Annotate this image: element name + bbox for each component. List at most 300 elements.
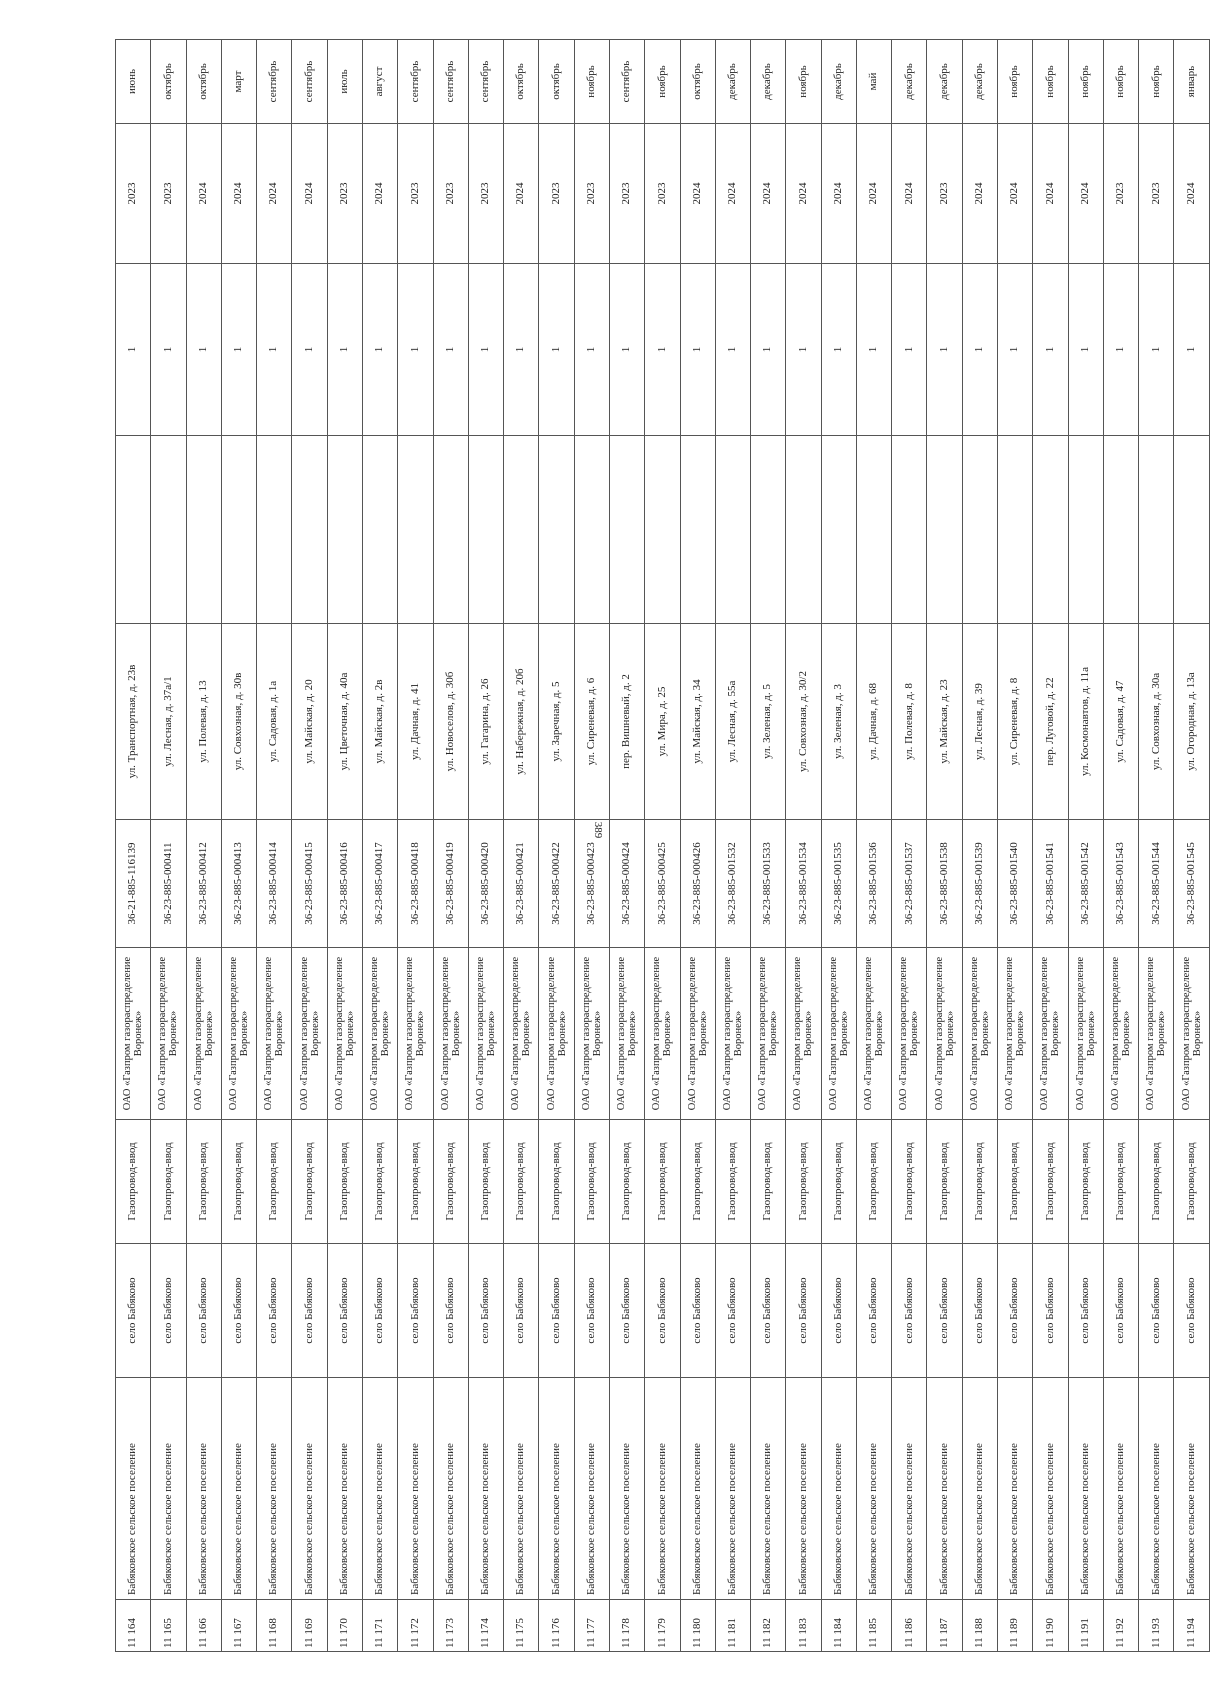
month-cell: май bbox=[856, 40, 891, 124]
year-cell: 2023 bbox=[927, 124, 962, 264]
month-cell: ноябрь bbox=[1103, 40, 1138, 124]
locality-cell: село Бабяково bbox=[1068, 1244, 1103, 1378]
table-row bbox=[1103, 40, 1138, 1652]
row-number-cell: 11 182 bbox=[751, 1600, 786, 1652]
object-type-cell: Газопровод-ввод bbox=[645, 1120, 680, 1244]
locality-cell: село Бабяково bbox=[468, 1244, 503, 1378]
month-cell: январь bbox=[1174, 40, 1210, 124]
object-type-cell: Газопровод-ввод bbox=[1033, 1120, 1068, 1244]
address-cell: ул. Дачная, д. 68 bbox=[856, 624, 891, 820]
empty-cell bbox=[680, 436, 715, 624]
locality-cell: село Бабяково bbox=[962, 1244, 997, 1378]
address-cell: ул. Полевая, д. 13 bbox=[186, 624, 221, 820]
quantity-cell: 1 bbox=[468, 264, 503, 436]
row-number-cell: 11 177 bbox=[574, 1600, 609, 1652]
settlement-cell: Бабяковское сельское поселение bbox=[998, 1378, 1033, 1600]
settlement-cell: Бабяковское сельское поселение bbox=[151, 1378, 186, 1600]
month-cell: ноябрь bbox=[1033, 40, 1068, 124]
company-cell: ОАО «Газпром газораспределение Воронеж» bbox=[574, 948, 609, 1120]
company-cell: ОАО «Газпром газораспределение Воронеж» bbox=[680, 948, 715, 1120]
quantity-cell: 1 bbox=[398, 264, 433, 436]
table-row bbox=[892, 40, 927, 1652]
quantity-cell: 1 bbox=[362, 264, 397, 436]
registry-code-cell: 36-23-885-001542 bbox=[1068, 820, 1103, 948]
object-type-cell: Газопровод-ввод bbox=[433, 1120, 468, 1244]
locality-cell: село Бабяково bbox=[257, 1244, 292, 1378]
row-number-cell: 11 164 bbox=[116, 1600, 151, 1652]
year-cell: 2023 bbox=[574, 124, 609, 264]
month-cell: сентябрь bbox=[609, 40, 644, 124]
company-cell: ОАО «Газпром газораспределение Воронеж» bbox=[433, 948, 468, 1120]
empty-cell bbox=[1033, 436, 1068, 624]
year-cell: 2024 bbox=[362, 124, 397, 264]
address-cell: ул. Космонавтов, д. 11а bbox=[1068, 624, 1103, 820]
object-type-cell: Газопровод-ввод bbox=[257, 1120, 292, 1244]
quantity-cell: 1 bbox=[715, 264, 750, 436]
year-cell: 2023 bbox=[468, 124, 503, 264]
address-cell: ул. Новоселов, д. 30б bbox=[433, 624, 468, 820]
address-cell: ул. Сиреневая, д. 8 bbox=[998, 624, 1033, 820]
address-cell: ул. Лесная, д. 37а/1 bbox=[151, 624, 186, 820]
month-cell: октябрь bbox=[151, 40, 186, 124]
settlement-cell: Бабяковское сельское поселение bbox=[327, 1378, 362, 1600]
empty-cell bbox=[821, 436, 856, 624]
quantity-cell: 1 bbox=[645, 264, 680, 436]
registry-code-cell: 36-23-885-001541 bbox=[1033, 820, 1068, 948]
company-cell: ОАО «Газпром газораспределение Воронеж» bbox=[151, 948, 186, 1120]
registry-code-cell: 36-23-885-000413 bbox=[221, 820, 256, 948]
quantity-cell: 1 bbox=[257, 264, 292, 436]
settlement-cell: Бабяковское сельское поселение bbox=[715, 1378, 750, 1600]
registry-code-cell: 36-23-885-001535 bbox=[821, 820, 856, 948]
empty-cell bbox=[1174, 436, 1210, 624]
quantity-cell: 1 bbox=[751, 264, 786, 436]
row-number-cell: 11 183 bbox=[786, 1600, 821, 1652]
table-row bbox=[151, 40, 186, 1652]
locality-cell: село Бабяково bbox=[433, 1244, 468, 1378]
locality-cell: село Бабяково bbox=[715, 1244, 750, 1378]
locality-cell: село Бабяково bbox=[327, 1244, 362, 1378]
year-cell: 2024 bbox=[292, 124, 327, 264]
year-cell: 2023 bbox=[398, 124, 433, 264]
year-cell: 2024 bbox=[1174, 124, 1210, 264]
row-number-cell: 11 180 bbox=[680, 1600, 715, 1652]
address-cell: ул. Совхозная, д. 30а bbox=[1139, 624, 1174, 820]
table-row bbox=[433, 40, 468, 1652]
address-cell: ул. Садовая, д. 1а bbox=[257, 624, 292, 820]
settlement-cell: Бабяковское сельское поселение bbox=[856, 1378, 891, 1600]
table-row bbox=[927, 40, 962, 1652]
row-number-cell: 11 176 bbox=[539, 1600, 574, 1652]
locality-cell: село Бабяково bbox=[116, 1244, 151, 1378]
row-number-cell: 11 178 bbox=[609, 1600, 644, 1652]
empty-cell bbox=[856, 436, 891, 624]
table-row bbox=[1033, 40, 1068, 1652]
year-cell: 2023 bbox=[1139, 124, 1174, 264]
month-cell: декабрь bbox=[751, 40, 786, 124]
quantity-cell: 1 bbox=[574, 264, 609, 436]
company-cell: ОАО «Газпром газораспределение Воронеж» bbox=[927, 948, 962, 1120]
month-cell: ноябрь bbox=[1068, 40, 1103, 124]
settlement-cell: Бабяковское сельское поселение bbox=[292, 1378, 327, 1600]
address-cell: ул. Совхозная, д. 30/2 bbox=[786, 624, 821, 820]
company-cell: ОАО «Газпром газораспределение Воронеж» bbox=[398, 948, 433, 1120]
company-cell: ОАО «Газпром газораспределение Воронеж» bbox=[962, 948, 997, 1120]
object-type-cell: Газопровод-ввод bbox=[751, 1120, 786, 1244]
object-type-cell: Газопровод-ввод bbox=[151, 1120, 186, 1244]
month-cell: ноябрь bbox=[645, 40, 680, 124]
empty-cell bbox=[504, 436, 539, 624]
address-cell: ул. Гагарина, д. 26 bbox=[468, 624, 503, 820]
registry-code-cell: 36-23-885-000423 bbox=[574, 820, 609, 948]
quantity-cell: 1 bbox=[962, 264, 997, 436]
year-cell: 2024 bbox=[680, 124, 715, 264]
year-cell: 2024 bbox=[1068, 124, 1103, 264]
year-cell: 2023 bbox=[433, 124, 468, 264]
empty-cell bbox=[1139, 436, 1174, 624]
object-type-cell: Газопровод-ввод bbox=[1139, 1120, 1174, 1244]
month-cell: октябрь bbox=[680, 40, 715, 124]
year-cell: 2023 bbox=[151, 124, 186, 264]
year-cell: 2023 bbox=[1103, 124, 1138, 264]
registry-code-cell: 36-23-885-001533 bbox=[751, 820, 786, 948]
locality-cell: село Бабяково bbox=[680, 1244, 715, 1378]
empty-cell bbox=[362, 436, 397, 624]
year-cell: 2024 bbox=[186, 124, 221, 264]
company-cell: ОАО «Газпром газораспределение Воронеж» bbox=[468, 948, 503, 1120]
object-type-cell: Газопровод-ввод bbox=[892, 1120, 927, 1244]
address-cell: ул. Мира, д. 25 bbox=[645, 624, 680, 820]
company-cell: ОАО «Газпром газораспределение Воронеж» bbox=[504, 948, 539, 1120]
locality-cell: село Бабяково bbox=[151, 1244, 186, 1378]
settlement-cell: Бабяковское сельское поселение bbox=[1033, 1378, 1068, 1600]
object-type-cell: Газопровод-ввод bbox=[856, 1120, 891, 1244]
empty-cell bbox=[116, 436, 151, 624]
year-cell: 2024 bbox=[962, 124, 997, 264]
company-cell: ОАО «Газпром газораспределение Воронеж» bbox=[609, 948, 644, 1120]
month-cell: март bbox=[221, 40, 256, 124]
year-cell: 2024 bbox=[221, 124, 256, 264]
table-row bbox=[468, 40, 503, 1652]
object-type-cell: Газопровод-ввод bbox=[927, 1120, 962, 1244]
company-cell: ОАО «Газпром газораспределение Воронеж» bbox=[786, 948, 821, 1120]
month-cell: сентябрь bbox=[398, 40, 433, 124]
page-number: 389 bbox=[592, 821, 604, 839]
row-number-cell: 11 169 bbox=[292, 1600, 327, 1652]
quantity-cell: 1 bbox=[186, 264, 221, 436]
locality-cell: село Бабяково bbox=[856, 1244, 891, 1378]
table-row bbox=[292, 40, 327, 1652]
month-cell: сентябрь bbox=[433, 40, 468, 124]
address-cell: ул. Набережная, д. 20б bbox=[504, 624, 539, 820]
quantity-cell: 1 bbox=[1174, 264, 1210, 436]
object-type-cell: Газопровод-ввод bbox=[468, 1120, 503, 1244]
table-body bbox=[116, 40, 1210, 1652]
month-cell: декабрь bbox=[962, 40, 997, 124]
quantity-cell: 1 bbox=[856, 264, 891, 436]
address-cell: ул. Лесная, д. 55а bbox=[715, 624, 750, 820]
month-cell: октябрь bbox=[539, 40, 574, 124]
object-type-cell: Газопровод-ввод bbox=[539, 1120, 574, 1244]
company-cell: ОАО «Газпром газораспределение Воронеж» bbox=[998, 948, 1033, 1120]
settlement-cell: Бабяковское сельское поселение bbox=[927, 1378, 962, 1600]
registry-code-cell: 36-23-885-000418 bbox=[398, 820, 433, 948]
year-cell: 2024 bbox=[892, 124, 927, 264]
locality-cell: село Бабяково bbox=[398, 1244, 433, 1378]
row-number-cell: 11 181 bbox=[715, 1600, 750, 1652]
month-cell: ноябрь bbox=[998, 40, 1033, 124]
registry-code-cell: 36-23-885-000415 bbox=[292, 820, 327, 948]
locality-cell: село Бабяково bbox=[362, 1244, 397, 1378]
address-cell: ул. Садовая, д. 47 bbox=[1103, 624, 1138, 820]
month-cell: июль bbox=[327, 40, 362, 124]
row-number-cell: 11 194 bbox=[1174, 1600, 1210, 1652]
address-cell: ул. Цветочная, д. 40а bbox=[327, 624, 362, 820]
row-number-cell: 11 190 bbox=[1033, 1600, 1068, 1652]
table-row bbox=[821, 40, 856, 1652]
row-number-cell: 11 171 bbox=[362, 1600, 397, 1652]
object-type-cell: Газопровод-ввод bbox=[1174, 1120, 1210, 1244]
table-row bbox=[116, 40, 151, 1652]
object-type-cell: Газопровод-ввод bbox=[962, 1120, 997, 1244]
address-cell: пер. Луговой, д. 22 bbox=[1033, 624, 1068, 820]
locality-cell: село Бабяково bbox=[1174, 1244, 1210, 1378]
row-number-cell: 11 175 bbox=[504, 1600, 539, 1652]
company-cell: ОАО «Газпром газораспределение Воронеж» bbox=[1033, 948, 1068, 1120]
settlement-cell: Бабяковское сельское поселение bbox=[821, 1378, 856, 1600]
empty-cell bbox=[715, 436, 750, 624]
settlement-cell: Бабяковское сельское поселение bbox=[433, 1378, 468, 1600]
company-cell: ОАО «Газпром газораспределение Воронеж» bbox=[751, 948, 786, 1120]
table-row bbox=[504, 40, 539, 1652]
empty-cell bbox=[221, 436, 256, 624]
empty-cell bbox=[927, 436, 962, 624]
quantity-cell: 1 bbox=[609, 264, 644, 436]
table-row bbox=[1174, 40, 1210, 1652]
object-type-cell: Газопровод-ввод bbox=[292, 1120, 327, 1244]
empty-cell bbox=[1103, 436, 1138, 624]
settlement-cell: Бабяковское сельское поселение bbox=[1139, 1378, 1174, 1600]
month-cell: июнь bbox=[116, 40, 151, 124]
month-cell: декабрь bbox=[821, 40, 856, 124]
year-cell: 2023 bbox=[645, 124, 680, 264]
address-cell: ул. Майская, д. 2в bbox=[362, 624, 397, 820]
table-row bbox=[398, 40, 433, 1652]
settlement-cell: Бабяковское сельское поселение bbox=[362, 1378, 397, 1600]
locality-cell: село Бабяково bbox=[539, 1244, 574, 1378]
row-number-cell: 11 189 bbox=[998, 1600, 1033, 1652]
registry-code-cell: 36-23-885-000412 bbox=[186, 820, 221, 948]
empty-cell bbox=[398, 436, 433, 624]
address-cell: ул. Огородная, д. 13а bbox=[1174, 624, 1210, 820]
table-row bbox=[574, 40, 609, 1652]
company-cell: ОАО «Газпром газораспределение Воронеж» bbox=[292, 948, 327, 1120]
row-number-cell: 11 187 bbox=[927, 1600, 962, 1652]
empty-cell bbox=[433, 436, 468, 624]
year-cell: 2024 bbox=[786, 124, 821, 264]
company-cell: ОАО «Газпром газораспределение Воронеж» bbox=[257, 948, 292, 1120]
month-cell: декабрь bbox=[715, 40, 750, 124]
settlement-cell: Бабяковское сельское поселение bbox=[645, 1378, 680, 1600]
rotated-table-wrapper bbox=[115, 40, 1210, 1652]
address-cell: пер. Вишневый, д. 2 bbox=[609, 624, 644, 820]
registry-code-cell: 36-23-885-000421 bbox=[504, 820, 539, 948]
company-cell: ОАО «Газпром газораспределение Воронеж» bbox=[221, 948, 256, 1120]
settlement-cell: Бабяковское сельское поселение bbox=[186, 1378, 221, 1600]
locality-cell: село Бабяково bbox=[221, 1244, 256, 1378]
year-cell: 2024 bbox=[504, 124, 539, 264]
year-cell: 2024 bbox=[998, 124, 1033, 264]
registry-code-cell: 36-23-885-000419 bbox=[433, 820, 468, 948]
quantity-cell: 1 bbox=[327, 264, 362, 436]
locality-cell: село Бабяково bbox=[1139, 1244, 1174, 1378]
month-cell: сентябрь bbox=[468, 40, 503, 124]
empty-cell bbox=[539, 436, 574, 624]
quantity-cell: 1 bbox=[504, 264, 539, 436]
registry-code-cell: 36-21-885-116139 bbox=[116, 820, 151, 948]
company-cell: ОАО «Газпром газораспределение Воронеж» bbox=[327, 948, 362, 1120]
table-row bbox=[257, 40, 292, 1652]
empty-cell bbox=[962, 436, 997, 624]
row-number-cell: 11 166 bbox=[186, 1600, 221, 1652]
table-row bbox=[539, 40, 574, 1652]
settlement-cell: Бабяковское сельское поселение bbox=[221, 1378, 256, 1600]
registry-code-cell: 36-23-885-001539 bbox=[962, 820, 997, 948]
locality-cell: село Бабяково bbox=[609, 1244, 644, 1378]
year-cell: 2023 bbox=[609, 124, 644, 264]
settlement-cell: Бабяковское сельское поселение bbox=[609, 1378, 644, 1600]
quantity-cell: 1 bbox=[821, 264, 856, 436]
table-row bbox=[856, 40, 891, 1652]
empty-cell bbox=[751, 436, 786, 624]
table-row bbox=[1139, 40, 1174, 1652]
quantity-cell: 1 bbox=[1139, 264, 1174, 436]
registry-code-cell: 36-23-885-000426 bbox=[680, 820, 715, 948]
quantity-cell: 1 bbox=[680, 264, 715, 436]
settlement-cell: Бабяковское сельское поселение bbox=[1174, 1378, 1210, 1600]
quantity-cell: 1 bbox=[151, 264, 186, 436]
company-cell: ОАО «Газпром газораспределение Воронеж» bbox=[362, 948, 397, 1120]
quantity-cell: 1 bbox=[539, 264, 574, 436]
locality-cell: село Бабяково bbox=[927, 1244, 962, 1378]
month-cell: октябрь bbox=[186, 40, 221, 124]
month-cell: ноябрь bbox=[1139, 40, 1174, 124]
object-type-cell: Газопровод-ввод bbox=[398, 1120, 433, 1244]
month-cell: сентябрь bbox=[292, 40, 327, 124]
quantity-cell: 1 bbox=[221, 264, 256, 436]
registry-code-cell: 36-23-885-000411 bbox=[151, 820, 186, 948]
row-number-cell: 11 172 bbox=[398, 1600, 433, 1652]
address-cell: ул. Лесная, д. 39 bbox=[962, 624, 997, 820]
company-cell: ОАО «Газпром газораспределение Воронеж» bbox=[186, 948, 221, 1120]
year-cell: 2024 bbox=[257, 124, 292, 264]
object-type-cell: Газопровод-ввод bbox=[609, 1120, 644, 1244]
settlement-cell: Бабяковское сельское поселение bbox=[892, 1378, 927, 1600]
empty-cell bbox=[1068, 436, 1103, 624]
address-cell: ул. Дачная, д. 41 bbox=[398, 624, 433, 820]
locality-cell: село Бабяково bbox=[574, 1244, 609, 1378]
settlement-cell: Бабяковское сельское поселение bbox=[116, 1378, 151, 1600]
company-cell: ОАО «Газпром газораспределение Воронеж» bbox=[1103, 948, 1138, 1120]
row-number-cell: 11 193 bbox=[1139, 1600, 1174, 1652]
company-cell: ОАО «Газпром газораспределение Воронеж» bbox=[856, 948, 891, 1120]
company-cell: ОАО «Газпром газораспределение Воронеж» bbox=[715, 948, 750, 1120]
registry-code-cell: 36-23-885-000417 bbox=[362, 820, 397, 948]
address-cell: ул. Транспортная, д. 23в bbox=[116, 624, 151, 820]
settlement-cell: Бабяковское сельское поселение bbox=[257, 1378, 292, 1600]
settlement-cell: Бабяковское сельское поселение bbox=[574, 1378, 609, 1600]
month-cell: октябрь bbox=[504, 40, 539, 124]
year-cell: 2023 bbox=[327, 124, 362, 264]
locality-cell: село Бабяково bbox=[786, 1244, 821, 1378]
year-cell: 2024 bbox=[751, 124, 786, 264]
address-cell: ул. Заречная, д. 5 bbox=[539, 624, 574, 820]
empty-cell bbox=[327, 436, 362, 624]
registry-code-cell: 36-23-885-001532 bbox=[715, 820, 750, 948]
empty-cell bbox=[645, 436, 680, 624]
empty-cell bbox=[998, 436, 1033, 624]
company-cell: ОАО «Газпром газораспределение Воронеж» bbox=[116, 948, 151, 1120]
settlement-cell: Бабяковское сельское поселение bbox=[504, 1378, 539, 1600]
year-cell: 2024 bbox=[821, 124, 856, 264]
settlement-cell: Бабяковское сельское поселение bbox=[962, 1378, 997, 1600]
month-cell: декабрь bbox=[927, 40, 962, 124]
empty-cell bbox=[257, 436, 292, 624]
row-number-cell: 11 179 bbox=[645, 1600, 680, 1652]
table-row bbox=[962, 40, 997, 1652]
table-row bbox=[221, 40, 256, 1652]
empty-cell bbox=[468, 436, 503, 624]
object-type-cell: Газопровод-ввод bbox=[327, 1120, 362, 1244]
row-number-cell: 11 174 bbox=[468, 1600, 503, 1652]
object-type-cell: Газопровод-ввод bbox=[221, 1120, 256, 1244]
year-cell: 2023 bbox=[539, 124, 574, 264]
table-row bbox=[645, 40, 680, 1652]
object-type-cell: Газопровод-ввод bbox=[504, 1120, 539, 1244]
registry-code-cell: 36-23-885-001534 bbox=[786, 820, 821, 948]
empty-cell bbox=[574, 436, 609, 624]
object-type-cell: Газопровод-ввод bbox=[680, 1120, 715, 1244]
registry-code-cell: 36-23-885-001538 bbox=[927, 820, 962, 948]
object-type-cell: Газопровод-ввод bbox=[362, 1120, 397, 1244]
object-type-cell: Газопровод-ввод bbox=[998, 1120, 1033, 1244]
quantity-cell: 1 bbox=[433, 264, 468, 436]
locality-cell: село Бабяково bbox=[645, 1244, 680, 1378]
row-number-cell: 11 192 bbox=[1103, 1600, 1138, 1652]
table-row bbox=[327, 40, 362, 1652]
row-number-cell: 11 186 bbox=[892, 1600, 927, 1652]
locality-cell: село Бабяково bbox=[1033, 1244, 1068, 1378]
empty-cell bbox=[609, 436, 644, 624]
table-row bbox=[362, 40, 397, 1652]
object-type-cell: Газопровод-ввод bbox=[715, 1120, 750, 1244]
empty-cell bbox=[292, 436, 327, 624]
row-number-cell: 11 188 bbox=[962, 1600, 997, 1652]
address-cell: ул. Совхозная, д. 30в bbox=[221, 624, 256, 820]
registry-table bbox=[115, 39, 1210, 1652]
locality-cell: село Бабяково bbox=[504, 1244, 539, 1378]
registry-code-cell: 36-23-885-000416 bbox=[327, 820, 362, 948]
registry-code-cell: 36-23-885-001536 bbox=[856, 820, 891, 948]
settlement-cell: Бабяковское сельское поселение bbox=[786, 1378, 821, 1600]
year-cell: 2024 bbox=[856, 124, 891, 264]
address-cell: ул. Зеленая, д. 5 bbox=[751, 624, 786, 820]
address-cell: ул. Майская, д. 34 bbox=[680, 624, 715, 820]
company-cell: ОАО «Газпром газораспределение Воронеж» bbox=[892, 948, 927, 1120]
company-cell: ОАО «Газпром газораспределение Воронеж» bbox=[1174, 948, 1210, 1120]
address-cell: ул. Майская, д. 23 bbox=[927, 624, 962, 820]
object-type-cell: Газопровод-ввод bbox=[1068, 1120, 1103, 1244]
